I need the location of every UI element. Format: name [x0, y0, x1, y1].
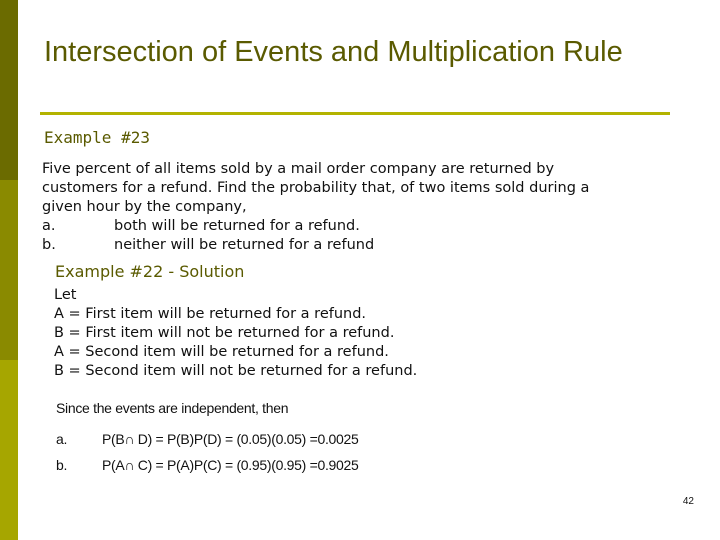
sidebar-accent-light: [0, 360, 18, 540]
solution-heading: Example #22 - Solution: [55, 262, 245, 281]
problem-statement: [42, 160, 682, 255]
definitions-list: [54, 286, 674, 381]
problem-line: customers for a refund. Find the probability that, of two items sold during a: [42, 180, 590, 196]
formula-label: a.: [56, 431, 68, 447]
problem-item-a: [42, 217, 682, 236]
definition-line: A = Second item will be returned for a refund.: [54, 344, 389, 360]
problem-line: given hour by the company,: [42, 199, 247, 215]
slide-title: Intersection of Events and Multiplication Rule: [44, 36, 623, 68]
sidebar-accent-dark: [0, 0, 18, 180]
item-label: a.: [42, 218, 56, 234]
formula-row-a: [56, 426, 476, 452]
formula-expression: P(A∩ C) = P(A)P(C) = (0.95)(0.95) =0.9025: [102, 457, 359, 473]
formula-label: b.: [56, 457, 68, 473]
example-heading: Example #23: [44, 128, 150, 147]
formula-intro: Since the events are independent, then: [56, 400, 289, 416]
item-label: b.: [42, 237, 56, 253]
definition-line: B = Second item will not be returned for a refund.: [54, 363, 418, 379]
formula-row-b: [56, 452, 476, 478]
formula-expression: P(B∩ D) = P(B)P(D) = (0.05)(0.05) =0.0025: [102, 431, 359, 447]
problem-item-b: [42, 236, 682, 255]
page-number: 42: [682, 496, 694, 507]
definition-line: A = First item will be returned for a refund.: [54, 306, 367, 322]
formula-block: [56, 400, 476, 478]
title-divider: [40, 112, 670, 115]
item-text: neither will be returned for a refund: [114, 237, 375, 253]
definition-line: B = First item will not be returned for a refund.: [54, 325, 395, 341]
definition-line: Let: [54, 287, 77, 303]
sidebar-accent-mid: [0, 180, 18, 360]
problem-line: Five percent of all items sold by a mail order company are returned by: [42, 161, 555, 177]
item-text: both will be returned for a refund.: [114, 218, 360, 234]
